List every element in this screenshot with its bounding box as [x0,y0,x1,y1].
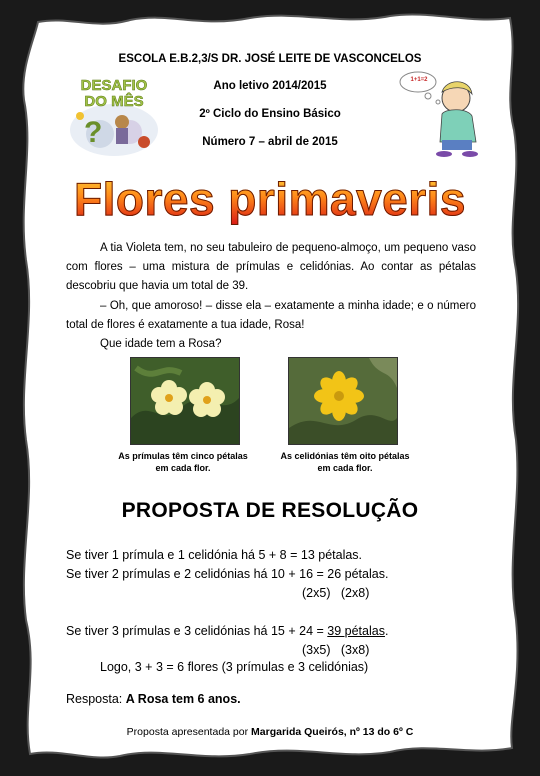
answer-label: Resposta: [66,692,126,706]
solution-line-2-notes: (2x5) (2x8) [302,586,370,600]
logo-text-line2: DO MÊS [84,93,144,110]
thought-bubble-text: 1+1=2 [410,77,428,83]
celandine-caption [270,450,420,474]
author-name: Margarida Queirós, nº 13 do 6º C [251,726,414,738]
solution-line-3-text: Se tiver 3 prímulas e 3 celidónias há 15 + 24 = [66,624,328,638]
solution-line-2: Se tiver 2 prímulas e 2 celidónias há 10 + 16 = 26 pétalas. [66,567,389,581]
problem-paragraph-2: – Oh, que amoroso! – disse ela – exatamente a minha idade; e o número total de flores é exatamente a tua idade, Rosa! [66,300,476,331]
solution-line-3-total: 39 pétalas [327,624,385,638]
primrose-caption [108,450,258,474]
solution-answer [66,690,241,709]
logo-text-line1: DESAFIO [80,77,148,94]
author-credit-prefix: Proposta apresentada por [126,726,252,738]
school-year: Ano letivo 2014/2015 [213,80,327,92]
author-credit [0,726,540,738]
desafio-do-mes-logo [66,76,162,160]
celandine-photo [288,357,398,445]
page-title: Flores primaveris [0,172,540,226]
svg-text:?: ? [84,116,103,149]
thinking-child-illustration [398,68,488,160]
celandine-caption-line1: As celidónias têm oito pétalas [280,451,410,461]
problem-question: Que idade tem a Rosa? [100,338,222,350]
issue-number: Número 7 – abril de 2015 [202,136,338,148]
solution-conclusion: Logo, 3 + 3 = 6 flores (3 prímulas e 3 celidónias) [100,660,369,674]
answer-value: A Rosa tem 6 anos. [125,692,241,706]
celandine-caption-line2: em cada flor. [317,463,373,473]
education-cycle: 2º Ciclo do Ensino Básico [199,108,341,120]
solution-heading: PROPOSTA DE RESOLUÇÃO [121,499,419,522]
primrose-caption-line1: As prímulas têm cinco pétalas [118,451,248,461]
primrose-caption-line2: em cada flor. [155,463,211,473]
school-name: ESCOLA E.B.2,3/S DR. JOSÉ LEITE DE VASCONCELOS [118,53,422,65]
solution-line-1: Se tiver 1 prímula e 1 celidónia há 5 + 8 = 13 pétalas. [66,548,363,562]
primrose-photo [130,357,240,445]
solution-line-3 [66,622,388,641]
solution-line-3-end: . [384,624,389,638]
problem-paragraph-1: A tia Violeta tem, no seu tabuleiro de pequeno-almoço, um pequeno vaso com flores – uma mistura de prímulas e celidónias. Ao contar as pétalas descobriu que havia um total de 39. [66,242,476,292]
solution-line-3-notes: (3x5) (3x8) [302,643,370,657]
